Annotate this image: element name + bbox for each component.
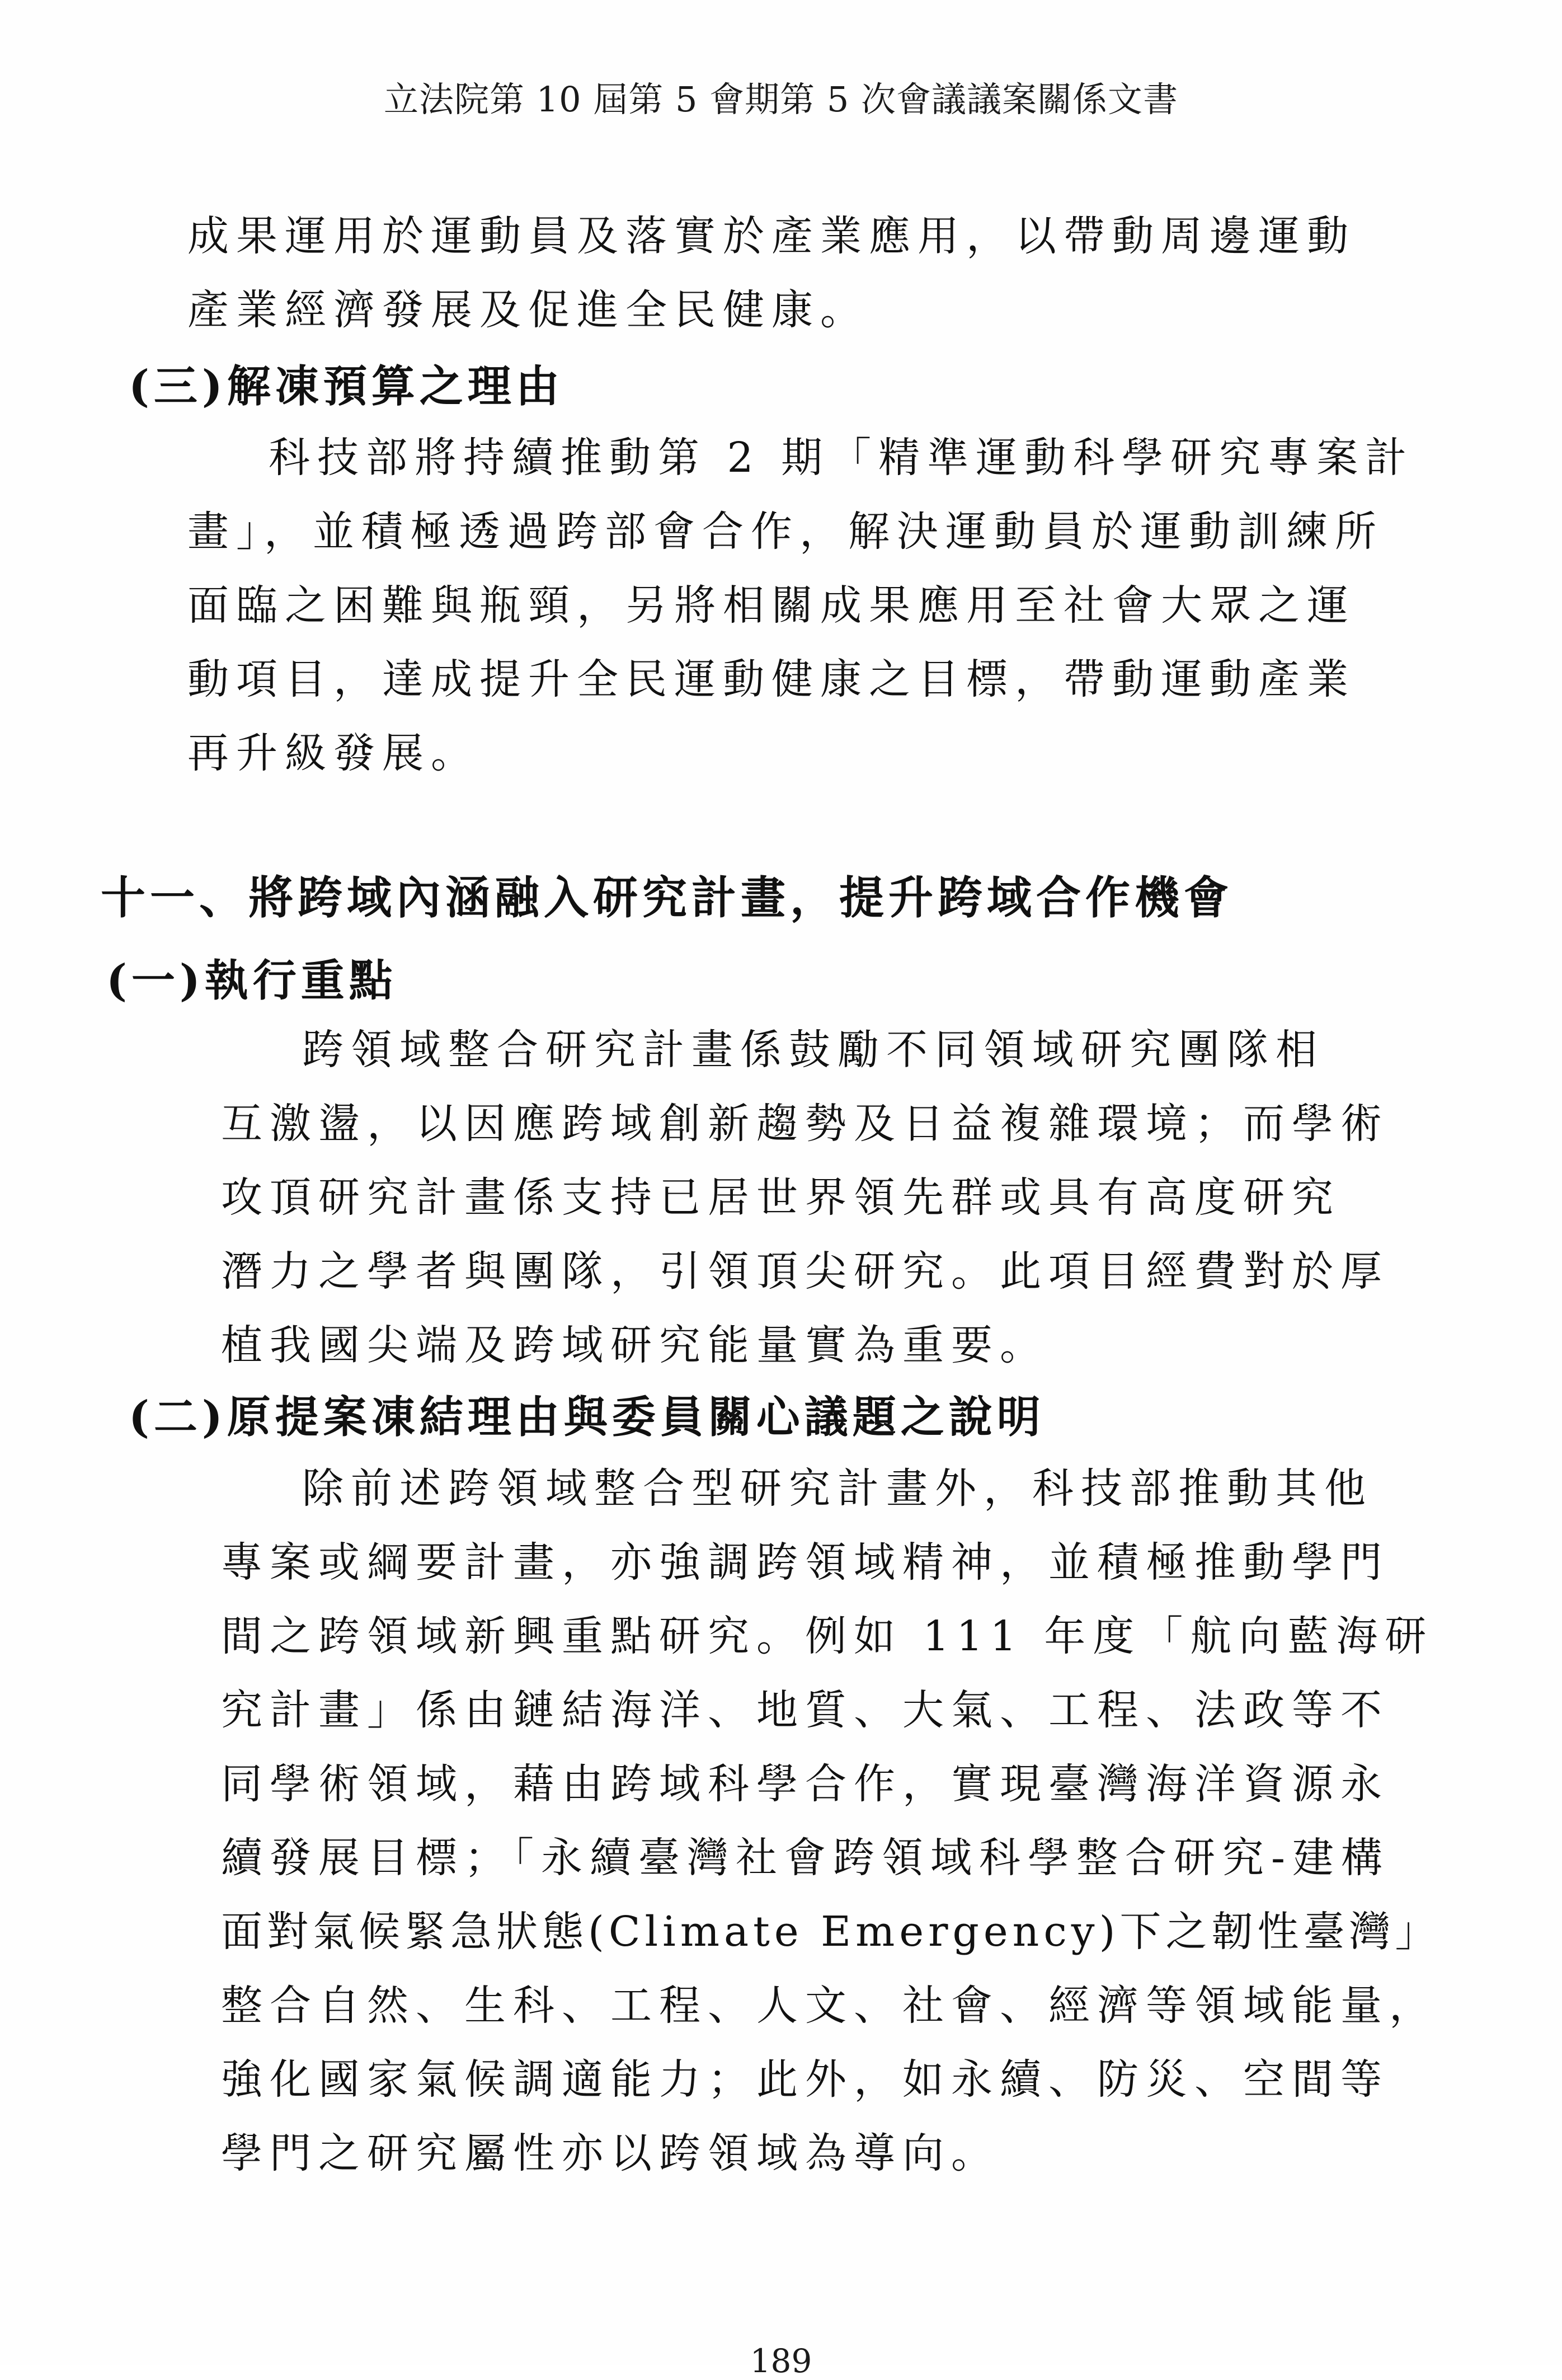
chapter-heading-11: 十一、將跨域內涵融入研究計畫，提升跨域合作機會	[101, 871, 1233, 924]
paragraph-line: 潛力之學者與團隊，引領頂尖研究。此項目經費對於厚	[221, 1247, 1389, 1295]
paragraph-line: 同學術領域，藉由跨域科學合作，實現臺灣海洋資源永	[221, 1760, 1389, 1808]
paragraph-line: 跨領域整合研究計畫係鼓勵不同領域研究團隊相	[302, 1026, 1324, 1074]
section-heading-3: (三)解凍預算之理由	[129, 361, 564, 412]
page-header: 立法院第 10 屆第 5 會期第 5 次會議議案關係文書	[383, 79, 1179, 120]
paragraph-line: 產業經濟發展及促進全民健康。	[187, 286, 869, 334]
paragraph-line: 面臨之困難與瓶頸，另將相關成果應用至社會大眾之運	[187, 581, 1356, 630]
paragraph-line: 畫」，並積極透過跨部會合作，解決運動員於運動訓練所	[187, 508, 1384, 556]
paragraph-line: 動項目，達成提升全民運動健康之目標，帶動運動產業	[187, 655, 1356, 703]
section-heading-1: (一)執行重點	[106, 955, 397, 1006]
paragraph-line: 成果運用於運動員及落實於產業應用，以帶動周邊運動	[187, 212, 1356, 260]
page-number: 189	[750, 2342, 812, 2380]
paragraph-line: 續發展目標；「永續臺灣社會跨領域科學整合研究-建構	[221, 1834, 1390, 1882]
paragraph-line: 互激盪，以因應跨域創新趨勢及日益複雜環境；而學術	[221, 1100, 1389, 1148]
paragraph-line: 除前述跨領域整合型研究計畫外，科技部推動其他	[302, 1464, 1373, 1513]
paragraph-line: 面對氣候緊急狀態(Climate Emergency)下之韌性臺灣」	[221, 1908, 1441, 1956]
paragraph-line: 再升級發展。	[187, 729, 479, 777]
paragraph-line: 間之跨領域新興重點研究。例如 111 年度「航向藍海研	[221, 1612, 1434, 1660]
section-heading-2: (二)原提案凍結理由與委員關心議題之說明	[129, 1392, 1045, 1443]
paragraph-line: 科技部將持續推動第 2 期「精準運動科學研究專案計	[269, 434, 1414, 482]
paragraph-line: 學門之研究屬性亦以跨領域為導向。	[221, 2129, 1000, 2177]
paragraph-line: 專案或綱要計畫，亦強調跨領域精神，並積極推動學門	[221, 1538, 1389, 1586]
paragraph-line: 植我國尖端及跨域研究能量實為重要。	[221, 1321, 1048, 1369]
paragraph-line: 整合自然、生科、工程、人文、社會、經濟等領域能量，	[221, 1982, 1438, 2030]
paragraph-line: 強化國家氣候調適能力；此外，如永續、防災、空間等	[221, 2055, 1389, 2104]
paragraph-line: 攻頂研究計畫係支持已居世界領先群或具有高度研究	[221, 1173, 1340, 1222]
paragraph-line: 究計畫」係由鏈結海洋、地質、大氣、工程、法政等不	[221, 1686, 1389, 1734]
